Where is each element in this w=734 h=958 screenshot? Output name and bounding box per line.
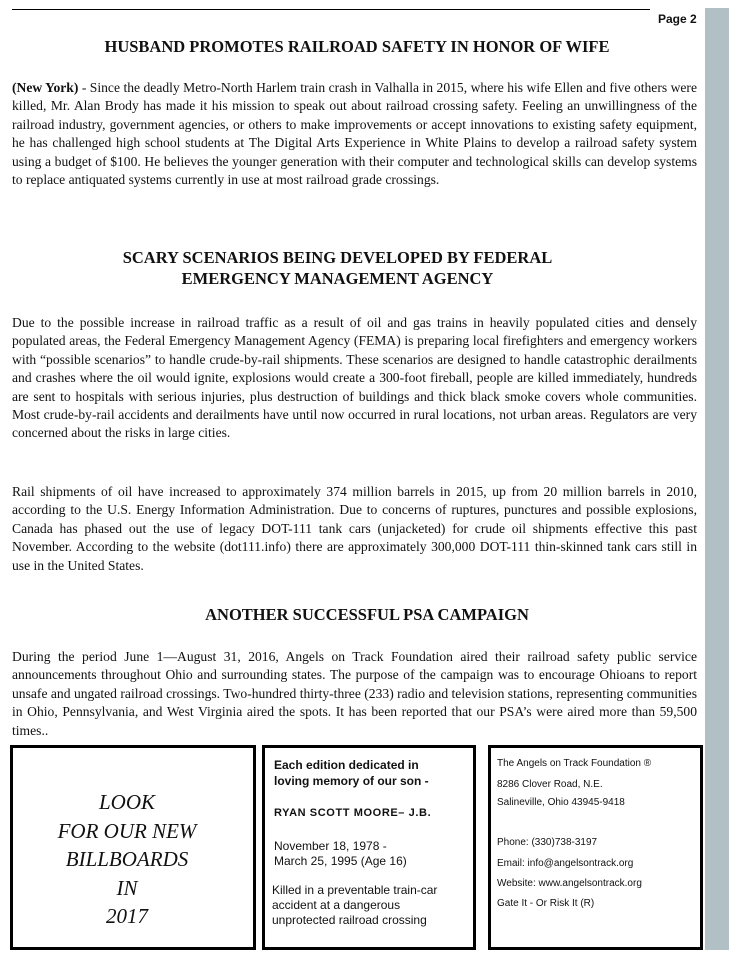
- contact-website: Website: www.angelsontrack.org: [497, 878, 642, 889]
- contact-box: [488, 745, 703, 950]
- article-1-heading: HUSBAND PROMOTES RAILROAD SAFETY IN HONOR OF WIFE: [104, 37, 610, 56]
- billboard-box: [10, 745, 256, 950]
- note-line: Killed in a preventable train-car: [272, 883, 438, 897]
- page-number: Page 2: [658, 12, 697, 26]
- billboard-line: FOR OUR NEW: [57, 818, 197, 843]
- contact-email: Email: info@angelsontrack.org: [497, 858, 634, 869]
- contact-motto: Gate It - Or Risk It (R): [497, 898, 595, 909]
- article-2-paragraph-1: Due to the possible increase in railroad traffic as a result of oil and gas trains in heavily populated cities and densely populated areas, the Federal Emergency Management Agency (FEMA) is preparing local firefighters and emergency workers with “possible scenarios” to handle crude-by-rail shipments. These scenarios are designed to handle catastrophic derailments and crashes where the oil would ignite, explosions would create a 300-foot fireball, people are killed immediately, hundreds are sent to hospitals with serious injuries, plus destruction of buildings and thick black smoke covers whole communities. Most crude-by-rail accidents and derailments have until now occurred in rural locations, not urban areas. Regulators are very concerned about the risks in large cities.: [12, 315, 697, 441]
- memorial-note: [272, 883, 437, 928]
- article-3-heading: ANOTHER SUCCESSFUL PSA CAMPAIGN: [205, 605, 529, 624]
- article-1-text: - Since the deadly Metro-North Harlem train crash in Valhalla in 2015, where his wife Ellen and five others were killed, Mr. Alan Brody has made it his mission to speak out about railroad crossing safety. Feeling an unwillingness of the railroad industry, government agencies, or others to make improvements or accept innovations to existing safety equipment, he has challenged high school students at The Digital Arts Experience in White Plains to develop a railroad safety system using a budget of $100. He believes the younger generation with their computer and technological skills can develop systems to replace antiquated systems currently in use at most railroad grade crossings.: [12, 80, 697, 188]
- note-line: unprotected railroad crossing: [272, 913, 427, 927]
- article-2-heading-line-1: SCARY SCENARIOS BEING DEVELOPED BY FEDERAL: [122, 248, 553, 267]
- note-line: accident at a dangerous: [272, 898, 401, 912]
- contact-phone: Phone: (330)738-3197: [497, 837, 598, 848]
- date-line: March 25, 1995 (Age 16): [274, 854, 407, 868]
- article-1-body: [12, 79, 697, 189]
- article-2-heading-line-2: EMERGENCY MANAGEMENT AGENCY: [181, 269, 494, 288]
- article-2-paragraph-2: Rail shipments of oil have increased to approximately 374 million barrels in 2015, up from 20 million barrels in 2010, according to the U.S. Energy Information Administration. Due to concerns of ruptures, punctures and possible explosions, Canada has phased out the use of legacy DOT-111 tank cars (unjacketed) for crude oil shipments effective this past November. According to the website (dot111.info) there are approximately 300,000 DOT-111 thin-skinned tank cars still in use in the United States.: [12, 484, 697, 573]
- billboard-line: 2017: [106, 904, 148, 928]
- contact-street: 8286 Clover Road, N.E.: [497, 779, 603, 790]
- top-rule: [12, 9, 650, 10]
- date-line: November 18, 1978 -: [274, 839, 387, 853]
- side-color-bar: [705, 8, 729, 950]
- article-1-dateline: (New York): [12, 80, 79, 95]
- billboard-line: BILLBOARDS: [65, 847, 189, 871]
- memorial-dedication: [274, 757, 429, 789]
- billboard-text: [37, 788, 217, 931]
- contact-city: Salineville, Ohio 43945-9418: [497, 797, 625, 808]
- article-3-body: During the period June 1—August 31, 2016, Angels on Track Foundation aired their railroad safety public service announcements throughout Ohio and surrounding states. The purpose of the campaign was to encourage Ohioans to report unsafe and ungated railroad crossings. Two-hundred thirty-three (233) radio and television stations, representing communities in Ohio, Pennsylvania, and West Virginia aired the spots. It has been reported that our PSA’s were aired more than 59,500 times..: [12, 649, 697, 738]
- billboard-line: IN: [116, 875, 138, 900]
- billboard-line: LOOK: [98, 790, 156, 814]
- article-2-heading: [40, 247, 635, 289]
- dedication-line: loving memory of our son -: [274, 774, 429, 788]
- memorial-dates: [274, 839, 407, 869]
- dedication-line: Each edition dedicated in: [274, 758, 419, 772]
- contact-org: The Angels on Track Foundation ®: [497, 758, 652, 769]
- memorial-box: [262, 745, 476, 950]
- memorial-name: RYAN SCOTT MOORE– J.B.: [274, 807, 432, 819]
